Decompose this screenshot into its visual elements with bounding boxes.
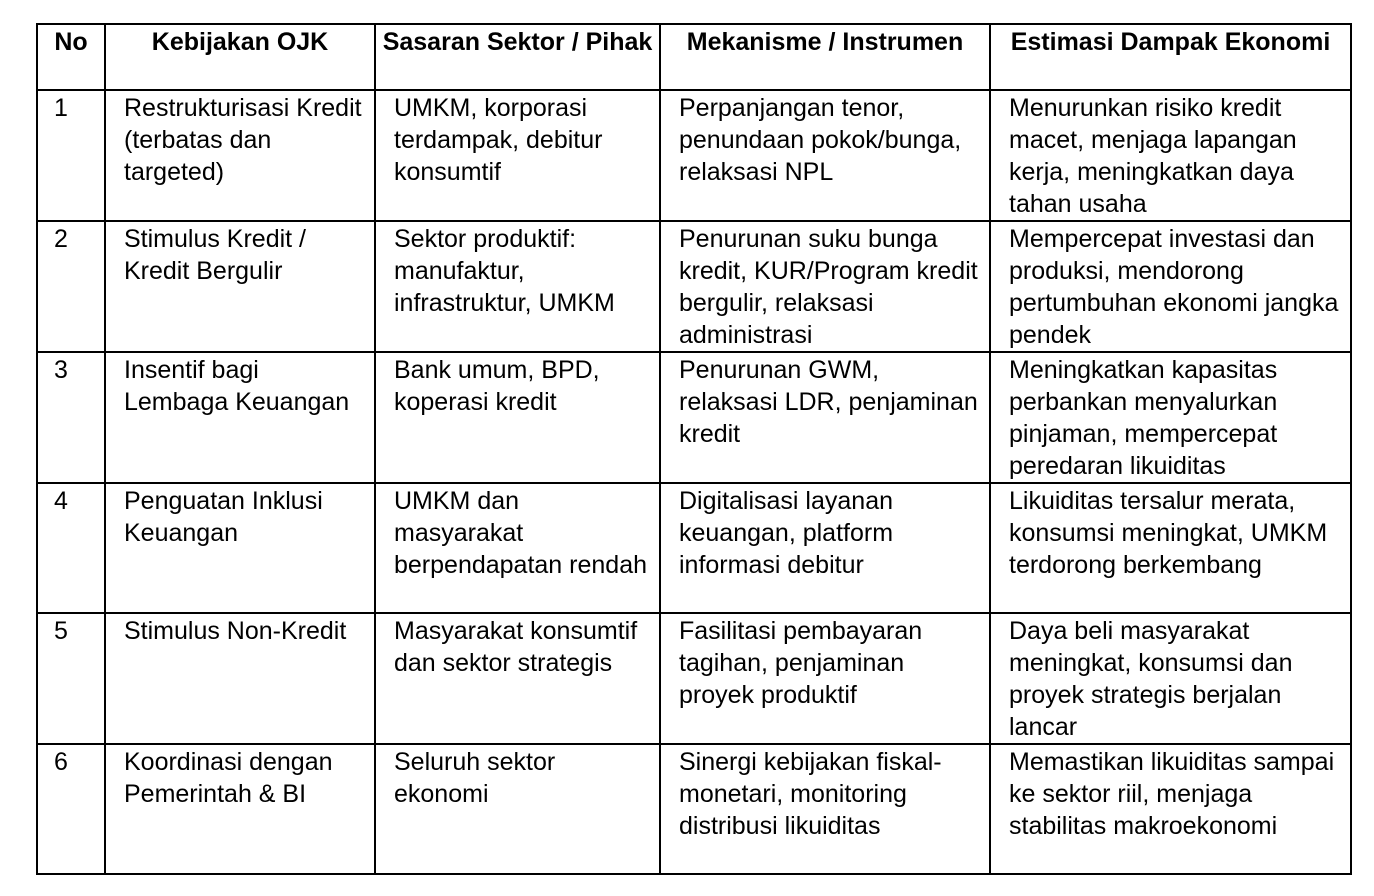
- cell-kebijakan: Insentif bagi Lembaga Keuangan: [105, 352, 375, 483]
- cell-dampak: Mempercepat investasi dan produksi, mendorong pertumbuhan ekonomi jangka pendek: [990, 221, 1351, 352]
- cell-no: 4: [37, 483, 105, 613]
- cell-no: 1: [37, 90, 105, 221]
- cell-sasaran: Bank umum, BPD, koperasi kredit: [375, 352, 660, 483]
- header-mekanisme: Mekanisme / Instrumen: [660, 24, 990, 90]
- cell-no: 6: [37, 744, 105, 874]
- cell-mekanisme: Fasilitasi pembayaran tagihan, penjaminan proyek produktif: [660, 613, 990, 744]
- cell-mekanisme: Penurunan GWM, relaksasi LDR, penjaminan kredit: [660, 352, 990, 483]
- cell-kebijakan: Koordinasi dengan Pemerintah & BI: [105, 744, 375, 874]
- cell-mekanisme: Sinergi kebijakan fiskal-monetari, monitoring distribusi likuiditas: [660, 744, 990, 874]
- table-row: [37, 613, 1351, 744]
- cell-sasaran: Seluruh sektor ekonomi: [375, 744, 660, 874]
- table-row: [37, 221, 1351, 352]
- cell-mekanisme: Digitalisasi layanan keuangan, platform informasi debitur: [660, 483, 990, 613]
- cell-kebijakan: Stimulus Kredit / Kredit Bergulir: [105, 221, 375, 352]
- cell-mekanisme: Penurunan suku bunga kredit, KUR/Program kredit bergulir, relaksasi administrasi: [660, 221, 990, 352]
- cell-sasaran: Masyarakat konsumtif dan sektor strategis: [375, 613, 660, 744]
- cell-dampak: Memastikan likuiditas sampai ke sektor riil, menjaga stabilitas makroekonomi: [990, 744, 1351, 874]
- cell-no: 3: [37, 352, 105, 483]
- header-row: [37, 24, 1351, 90]
- cell-kebijakan: Penguatan Inklusi Keuangan: [105, 483, 375, 613]
- policy-table: [36, 23, 1352, 875]
- table-row: [37, 483, 1351, 613]
- cell-sasaran: UMKM dan masyarakat berpendapatan rendah: [375, 483, 660, 613]
- cell-mekanisme: Perpanjangan tenor, penundaan pokok/bunga, relaksasi NPL: [660, 90, 990, 221]
- header-kebijakan: Kebijakan OJK: [105, 24, 375, 90]
- cell-dampak: Daya beli masyarakat meningkat, konsumsi dan proyek strategis berjalan lancar: [990, 613, 1351, 744]
- cell-kebijakan: Restrukturisasi Kredit (terbatas dan targeted): [105, 90, 375, 221]
- cell-kebijakan: Stimulus Non-Kredit: [105, 613, 375, 744]
- cell-no: 5: [37, 613, 105, 744]
- header-sasaran: Sasaran Sektor / Pihak: [375, 24, 660, 90]
- header-dampak: Estimasi Dampak Ekonomi: [990, 24, 1351, 90]
- table-row: [37, 90, 1351, 221]
- cell-no: 2: [37, 221, 105, 352]
- cell-dampak: Likuiditas tersalur merata, konsumsi meningkat, UMKM terdorong berkembang: [990, 483, 1351, 613]
- table-row: [37, 352, 1351, 483]
- cell-sasaran: Sektor produktif: manufaktur, infrastruktur, UMKM: [375, 221, 660, 352]
- cell-sasaran: UMKM, korporasi terdampak, debitur konsumtif: [375, 90, 660, 221]
- cell-dampak: Meningkatkan kapasitas perbankan menyalurkan pinjaman, mempercepat peredaran likuiditas: [990, 352, 1351, 483]
- cell-dampak: Menurunkan risiko kredit macet, menjaga lapangan kerja, meningkatkan daya tahan usaha: [990, 90, 1351, 221]
- header-no: No: [37, 24, 105, 90]
- table-row: [37, 744, 1351, 874]
